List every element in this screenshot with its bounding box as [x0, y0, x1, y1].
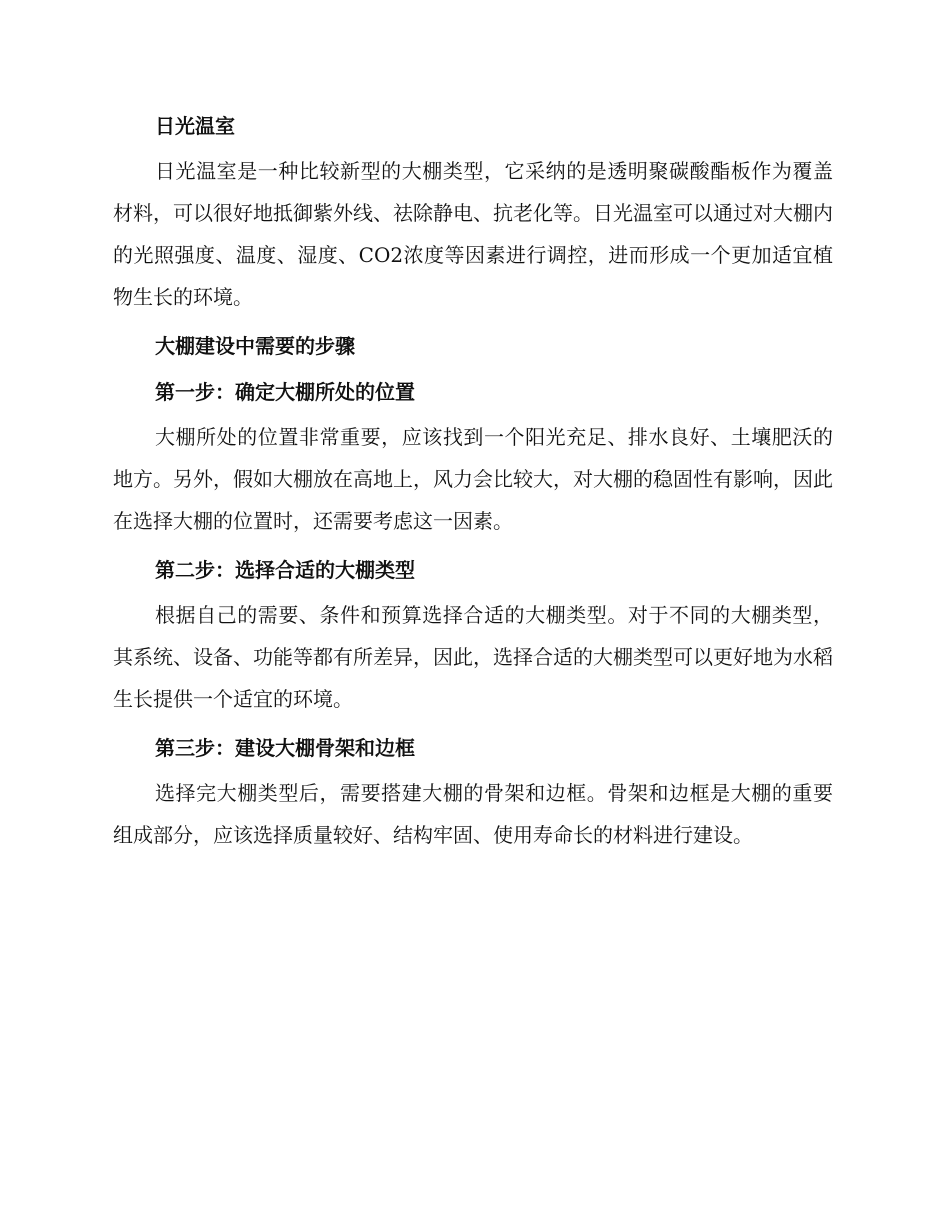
spacer	[113, 318, 833, 328]
paragraph-step-1: 大棚所处的位置非常重要，应该找到一个阳光充足、排水良好、土壤肥沃的地方。另外，假如大棚放在高地上，风力会比较大，对大棚的稳固性有影响，因此在选择大棚的位置时，还需要考虑这一因素。	[113, 425, 833, 533]
step-heading-3: 第三步：建设大棚骨架和边框	[155, 736, 415, 760]
paragraph-step-3: 选择完大棚类型后，需要搭建大棚的骨架和边框。骨架和边框是大棚的重要组成部分，应该选择质量较好、结构牢固、使用寿命长的材料进行建设。	[113, 781, 833, 847]
spacer	[113, 364, 833, 374]
paragraph-greenhouse: 日光温室是一种比较新型的大棚类型，它采纳的是透明聚碳酸酯板作为覆盖材料，可以很好地抵御紫外线、祛除静电、抗老化等。日光温室可以通过对大棚内的光照强度、温度、湿度、CO2浓度等因素进行调控，进而形成一个更加适宜植物生长的环境。	[113, 159, 833, 309]
document-page	[113, 108, 833, 856]
section-heading-greenhouse: 日光温室	[155, 114, 235, 138]
section-heading-steps: 大棚建设中需要的步骤	[155, 334, 355, 358]
spacer	[113, 542, 833, 552]
paragraph-step-2: 根据自己的需要、条件和预算选择合适的大棚类型。对于不同的大棚类型，其系统、设备、功能等都有所差异，因此，选择合适的大棚类型可以更好地为水稻生长提供一个适宜的环境。	[113, 603, 833, 711]
spacer	[113, 720, 833, 730]
step-heading-2: 第二步：选择合适的大棚类型	[155, 558, 415, 582]
step-heading-1: 第一步：确定大棚所处的位置	[155, 380, 415, 404]
